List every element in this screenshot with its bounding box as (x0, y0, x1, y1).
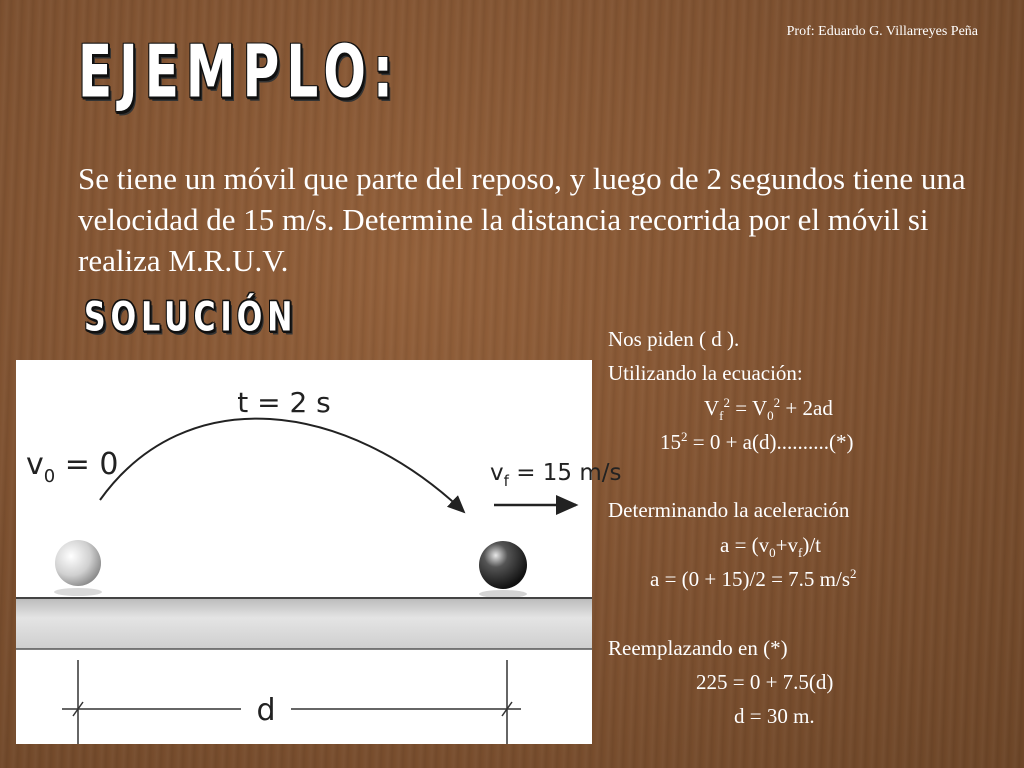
equation-replaced: 225 = 0 + 7.5(d) (696, 669, 834, 694)
time-label: t = 2 s (237, 386, 331, 419)
solution-heading: SOLUCIÓN (84, 294, 298, 342)
solution-line-acceleration-intro: Determinando la aceleración (608, 498, 850, 523)
initial-velocity-label: $v_0 = 0$ (26, 447, 119, 487)
equation-substituted: $15^2 = 0 + a(d)..........(*)$ (660, 428, 854, 454)
solution-steps (608, 322, 1008, 734)
distance-label: d (256, 693, 276, 728)
ball-end (479, 541, 527, 589)
ball-start (55, 540, 101, 586)
solution-line-replace-intro: Reemplazando en (*) (608, 635, 788, 660)
equation-kinematic: $V_f^2 = V_0^2 + 2ad$ (704, 394, 833, 423)
equation-acceleration-result: a = (0 + 15)/2 = 7.5 $m/s^2$ (650, 566, 857, 592)
motion-diagram (16, 360, 622, 744)
solution-line-equation-intro: Utilizando la ecuación: (608, 361, 803, 386)
problem-statement: Se tiene un móvil que parte del reposo, y luego de 2 segundos tiene una velocidad de 15 m/s. Determine la distancia recorrida por el móvil si realiza M.R.U.V. (78, 161, 966, 278)
author-credit: Prof: Eduardo G. Villarreyes Peña (786, 24, 978, 39)
solution-line-request: Nos piden ( d ). (608, 327, 740, 351)
equation-acceleration: $a = (v_0+v_f)/t$ (720, 532, 822, 560)
final-velocity-label: $v_f = 15$ m/s (490, 460, 622, 490)
equation-final-result: d = 30 m. (734, 704, 815, 729)
page-title: EJEMPLO: (78, 30, 400, 115)
floor (16, 597, 592, 649)
